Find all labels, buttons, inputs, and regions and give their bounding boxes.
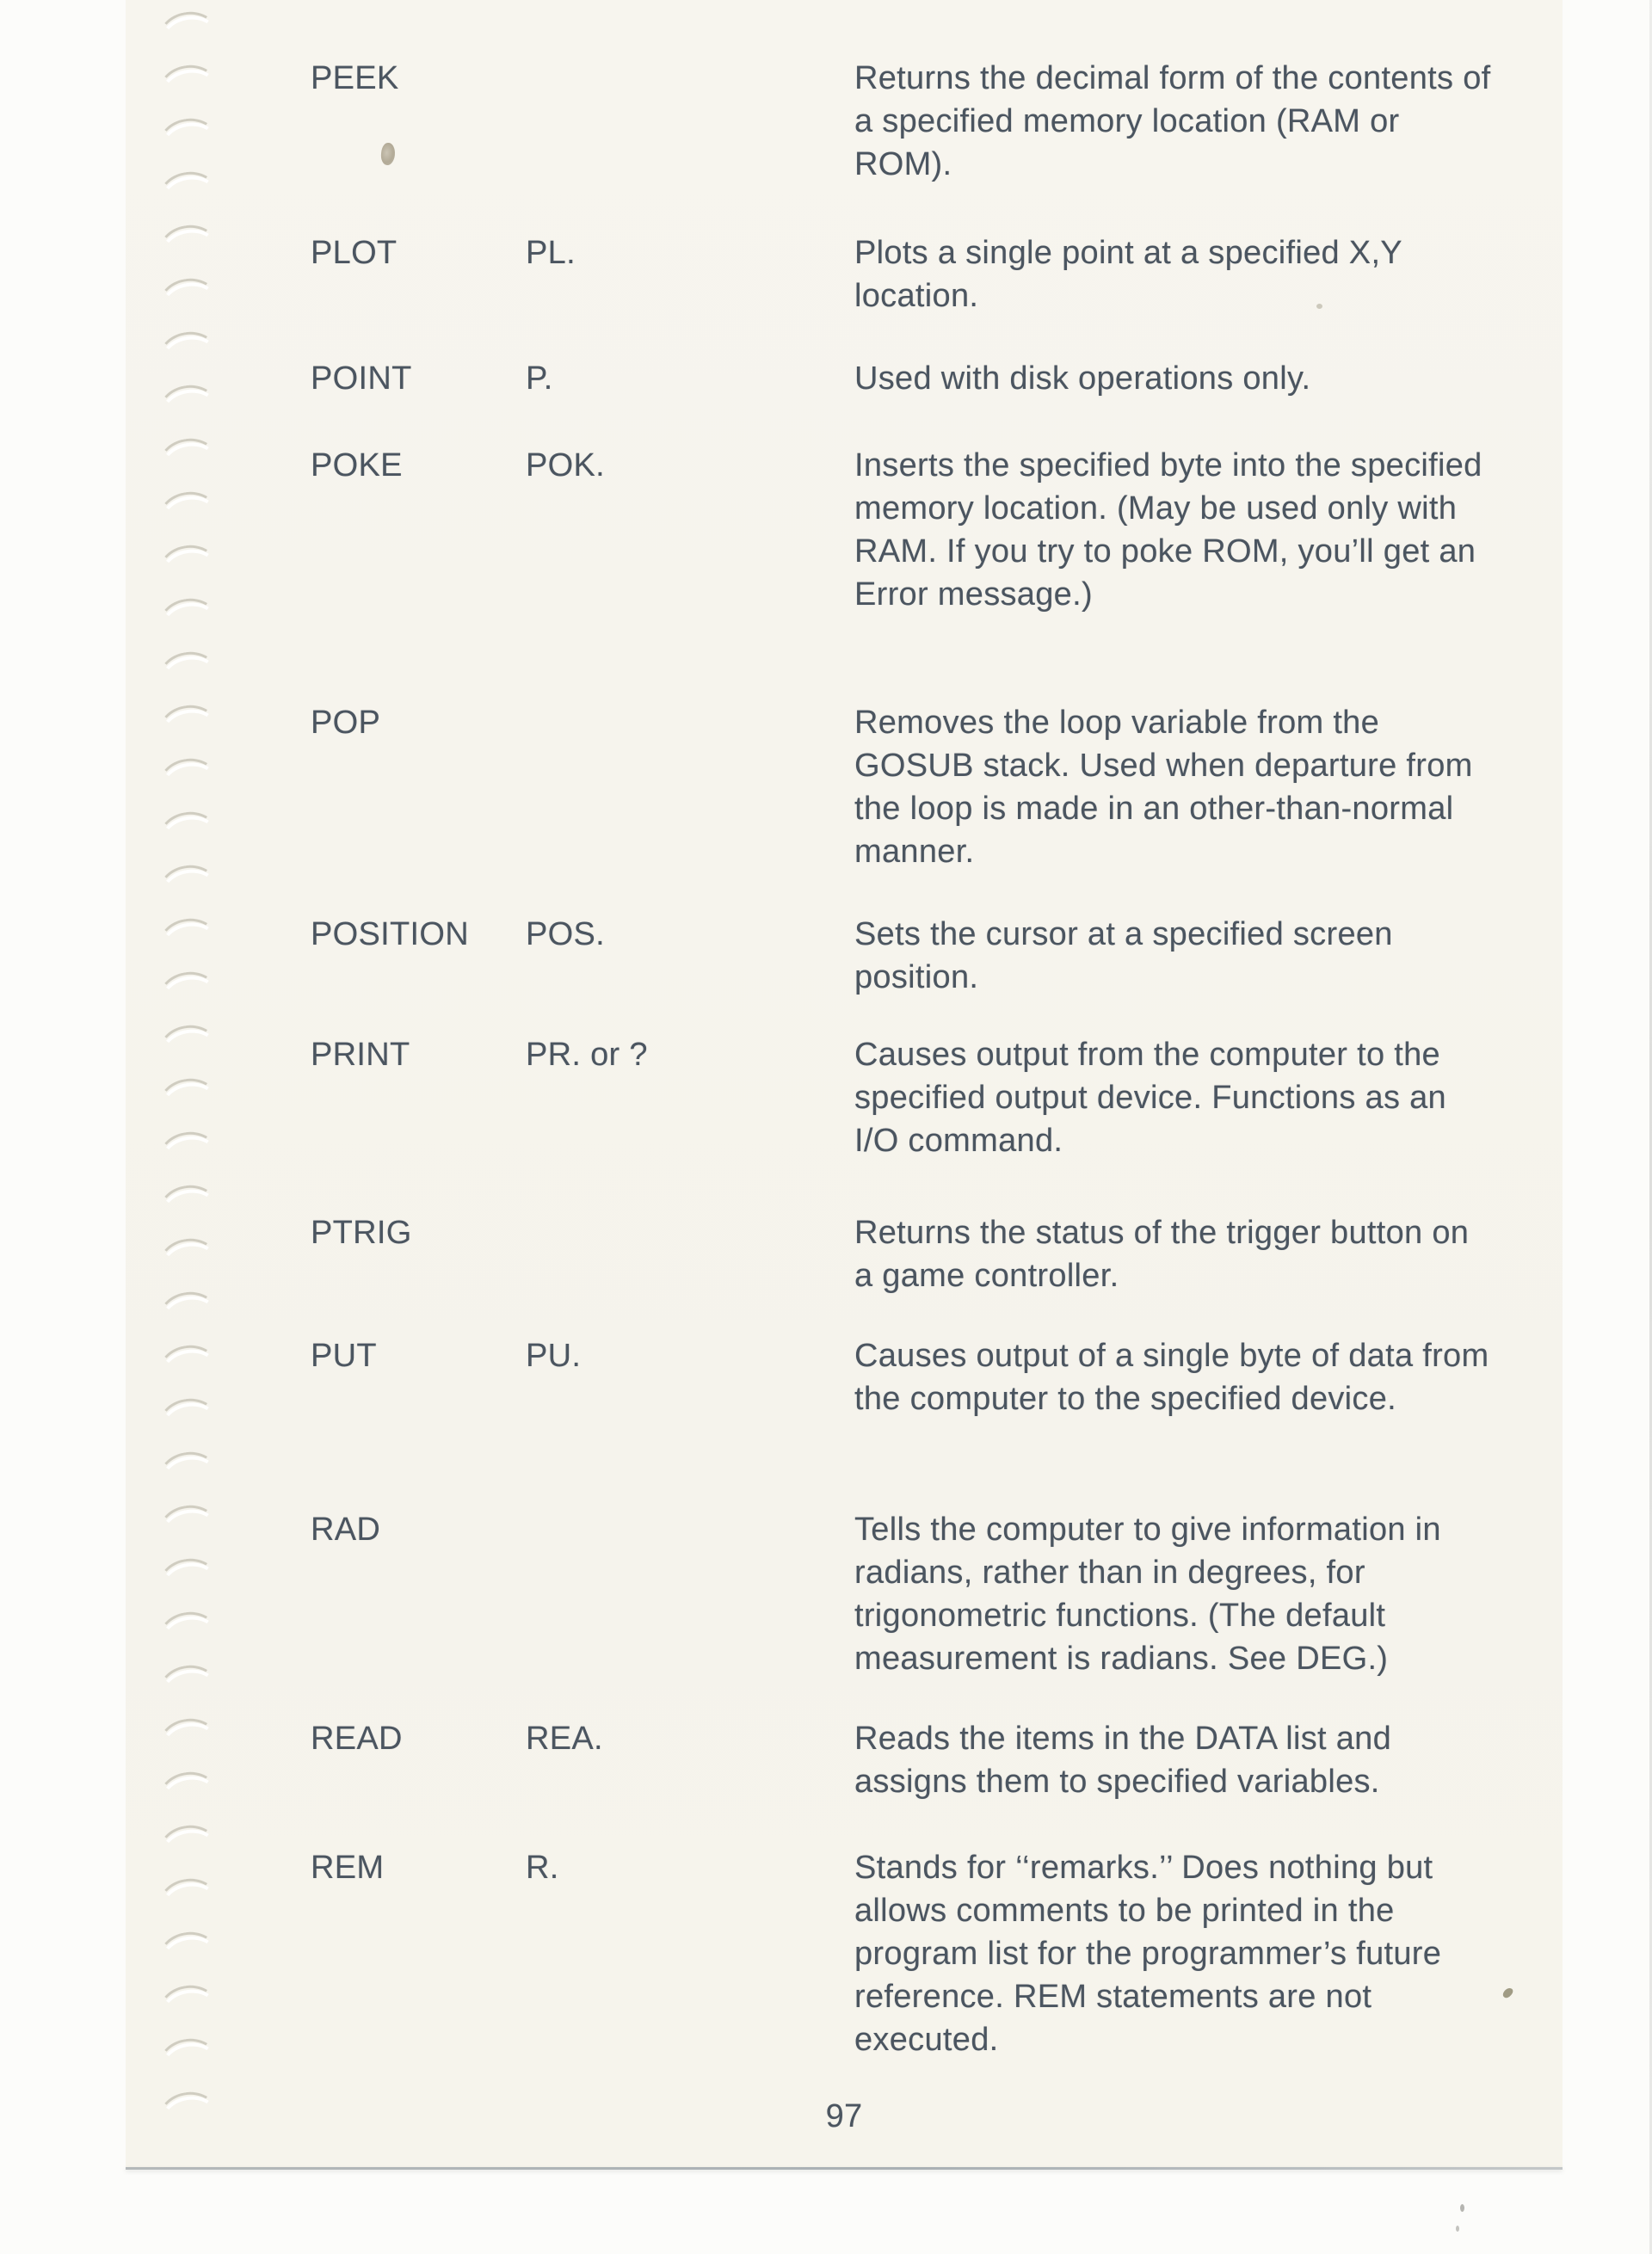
- command-name: POSITION: [311, 916, 469, 952]
- command-description: Causes output from the computer to the specified output device. Functions as an I/O command.: [854, 1037, 1446, 1159]
- command-name: POP: [311, 705, 381, 741]
- command-name: PEEK: [311, 60, 399, 96]
- command-name: READ: [311, 1721, 403, 1757]
- command-description: Tells the computer to give information in radians, rather than in degrees, for trigonometric functions. (The default measurement is radians. See DEG.): [854, 1512, 1441, 1677]
- command-description: Returns the decimal form of the contents of a specified memory location (RAM or ROM).: [854, 60, 1491, 182]
- command-description: Used with disk operations only.: [854, 360, 1311, 397]
- command-name: RAD: [311, 1512, 381, 1548]
- ink-speck: [1460, 2204, 1464, 2212]
- command-description: Returns the status of the trigger button on a game controller.: [854, 1215, 1470, 1294]
- command-name: POINT: [311, 360, 412, 397]
- command-description: Reads the items in the DATA list and assigns them to specified variables.: [854, 1721, 1392, 1800]
- command-abbreviation: R.: [526, 1850, 559, 1886]
- ink-speck: [1316, 304, 1322, 309]
- ink-speck: [1456, 2226, 1459, 2232]
- command-name: REM: [311, 1850, 385, 1886]
- command-name: PRINT: [311, 1037, 410, 1073]
- page-bottom-edge: [126, 2167, 1563, 2170]
- command-abbreviation: REA.: [526, 1721, 603, 1757]
- command-description: Inserts the specified byte into the specified memory location. (May be used only with RAM. If you try to poke ROM, you’ll get an Error message.): [854, 447, 1482, 613]
- command-abbreviation: POS.: [526, 916, 606, 952]
- command-name: PLOT: [311, 235, 398, 271]
- command-name: PUT: [311, 1338, 377, 1374]
- command-name: PTRIG: [311, 1215, 412, 1251]
- command-name: POKE: [311, 447, 403, 483]
- command-description: Sets the cursor at a specified screen position.: [854, 916, 1393, 995]
- page-number: 97: [825, 2098, 863, 2134]
- command-abbreviation: P.: [526, 360, 553, 397]
- command-description: Causes output of a single byte of data from the computer to the specified device.: [854, 1338, 1489, 1417]
- command-abbreviation: PL.: [526, 235, 576, 271]
- command-description: Plots a single point at a specified X,Y location.: [854, 235, 1402, 314]
- command-description: Stands for ‘‘remarks.’’ Does nothing but allows comments to be printed in the program list for the programmer’s future reference. REM statements are not executed.: [854, 1850, 1442, 2058]
- command-abbreviation: PR. or ?: [526, 1037, 648, 1073]
- command-description: Removes the loop variable from the GOSUB stack. Used when departure from the loop is made in an other-than-normal manner.: [854, 705, 1473, 870]
- command-abbreviation: POK.: [526, 447, 606, 483]
- command-abbreviation: PU.: [526, 1338, 582, 1374]
